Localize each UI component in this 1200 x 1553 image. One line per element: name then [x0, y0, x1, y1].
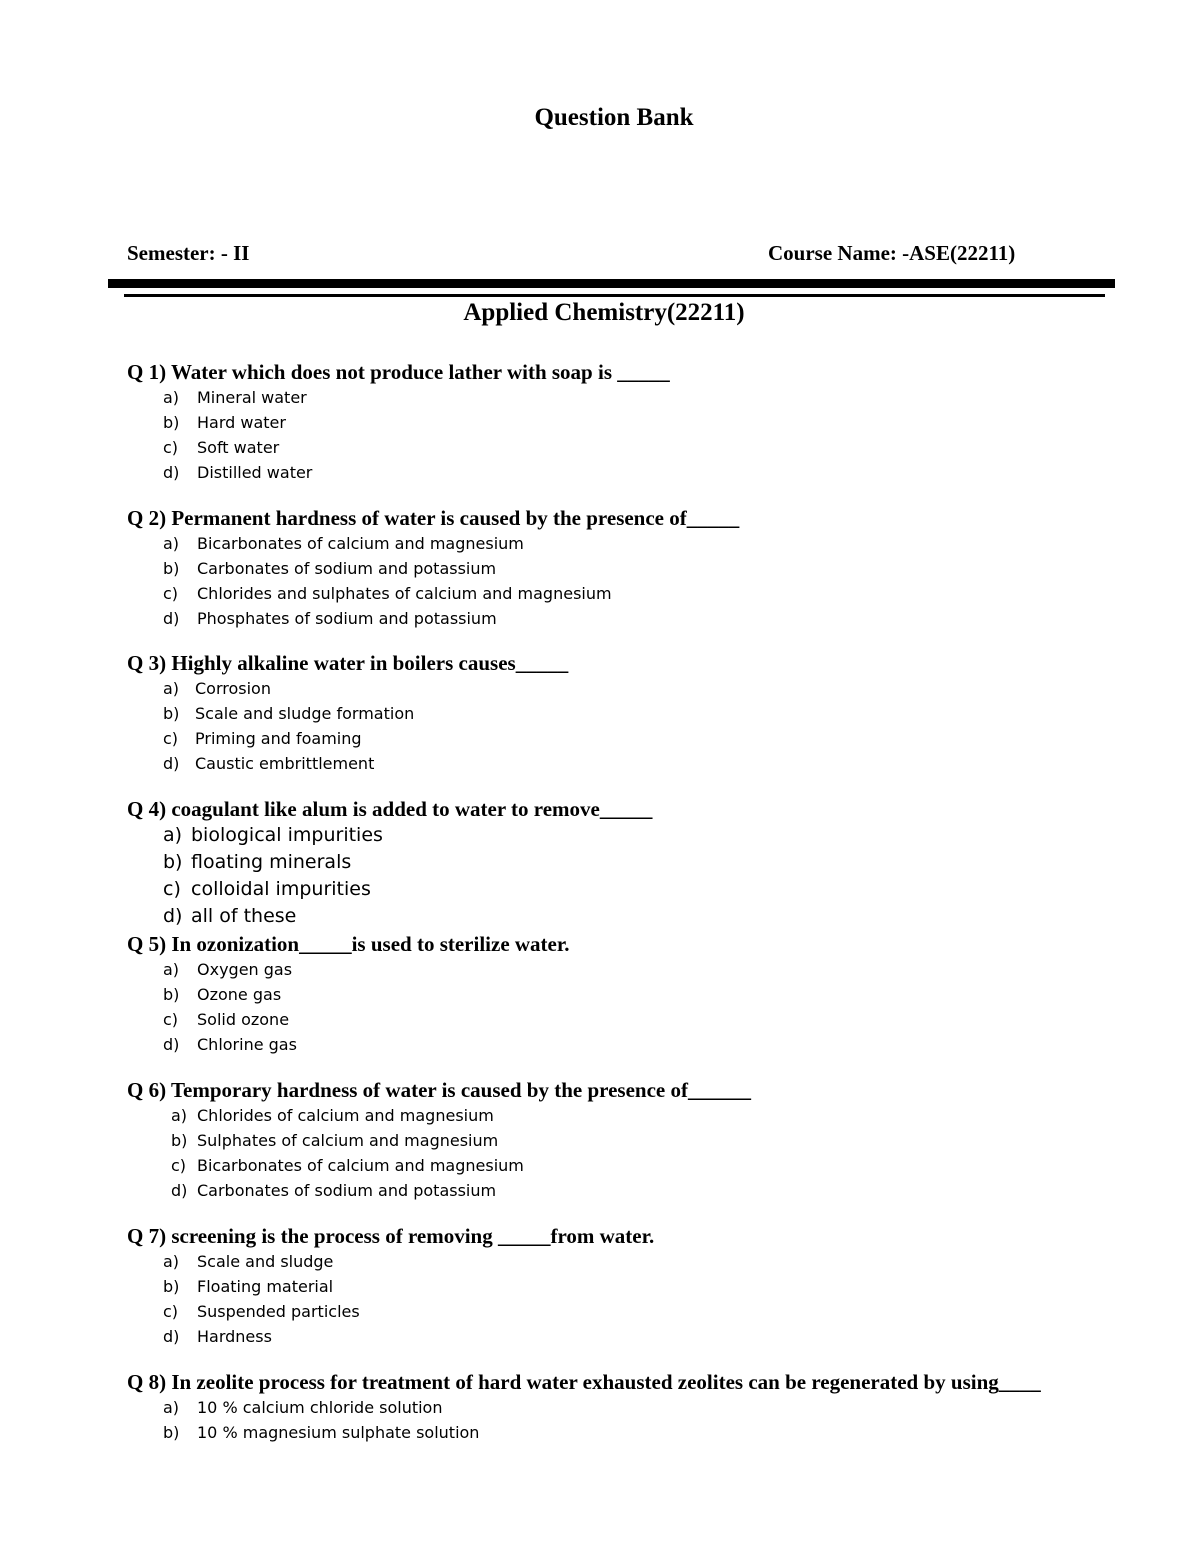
- option-c: [127, 876, 1087, 903]
- option-text: Caustic embrittlement: [195, 754, 375, 773]
- option-label: a): [163, 824, 183, 846]
- option-text: 10 % magnesium sulphate solution: [197, 1423, 480, 1442]
- subject-heading: Applied Chemistry(22211): [463, 299, 745, 326]
- semester-label: Semester: - II: [127, 241, 250, 265]
- option-text: Floating material: [197, 1277, 334, 1296]
- option-text: Solid ozone: [197, 1010, 290, 1029]
- option-a: [127, 957, 1087, 982]
- option-text: Carbonates of sodium and potassium: [197, 1181, 497, 1200]
- question-5: [127, 931, 1087, 1057]
- option-label: a): [171, 1106, 188, 1125]
- option-label: c): [163, 1010, 179, 1029]
- option-label: d): [163, 609, 180, 628]
- question-7: [127, 1223, 1087, 1349]
- option-c: [127, 1299, 1087, 1324]
- option-text: Mineral water: [197, 388, 307, 407]
- option-label: c): [163, 878, 181, 900]
- question-8: [127, 1369, 1087, 1445]
- question-text: Q 8) In zeolite process for treatment of hard water exhausted zeolites can be regenerated by using____: [127, 1370, 1041, 1394]
- option-label: a): [163, 960, 180, 979]
- option-text: Corrosion: [195, 679, 271, 698]
- option-label: d): [163, 754, 180, 773]
- option-text: Suspended particles: [197, 1302, 360, 1321]
- option-label: d): [163, 463, 180, 482]
- option-b: [127, 1128, 1087, 1153]
- option-b: [127, 410, 1087, 435]
- option-text: Priming and foaming: [195, 729, 362, 748]
- option-label: b): [163, 704, 180, 723]
- thick-divider: [108, 279, 1115, 288]
- option-label: b): [163, 1423, 180, 1442]
- question-text: Q 1) Water which does not produce lather with soap is _____: [127, 360, 670, 384]
- question-text: Q 2) Permanent hardness of water is caused by the presence of_____: [127, 506, 740, 530]
- option-a: [127, 1103, 1087, 1128]
- option-b: [127, 1420, 1087, 1445]
- option-b: [127, 849, 1087, 876]
- question-text: Q 6) Temporary hardness of water is caused by the presence of______: [127, 1078, 751, 1102]
- option-label: d): [163, 905, 183, 927]
- option-list: [127, 1395, 1087, 1445]
- option-d: [127, 751, 1087, 776]
- option-text: Bicarbonates of calcium and magnesium: [197, 534, 524, 553]
- option-text: Oxygen gas: [197, 960, 293, 979]
- option-label: b): [171, 1131, 188, 1150]
- option-label: a): [163, 1252, 180, 1271]
- option-label: a): [163, 534, 180, 553]
- option-d: [127, 460, 1087, 485]
- option-d: [127, 606, 1087, 631]
- option-label: b): [163, 851, 183, 873]
- option-text: Carbonates of sodium and potassium: [197, 559, 497, 578]
- option-list: [127, 676, 1087, 776]
- option-label: b): [163, 559, 180, 578]
- question-text: Q 3) Highly alkaline water in boilers causes_____: [127, 651, 569, 675]
- option-list: [127, 957, 1087, 1057]
- option-a: [127, 676, 1087, 701]
- option-text: Ozone gas: [197, 985, 282, 1004]
- question-3: [127, 650, 1087, 776]
- option-label: a): [163, 679, 180, 698]
- option-text: Scale and sludge: [197, 1252, 334, 1271]
- option-label: c): [163, 584, 179, 603]
- option-text: Hardness: [197, 1327, 272, 1346]
- document-title: Question Bank: [534, 104, 694, 131]
- option-text: Hard water: [197, 413, 286, 432]
- option-list: [127, 385, 1087, 485]
- option-text: Chlorides and sulphates of calcium and magnesium: [197, 584, 612, 603]
- option-label: d): [171, 1181, 188, 1200]
- option-a: [127, 531, 1087, 556]
- option-label: c): [163, 438, 179, 457]
- option-a: [127, 1395, 1087, 1420]
- question-2: [127, 505, 1087, 631]
- option-label: b): [163, 1277, 180, 1296]
- option-a: [127, 385, 1087, 410]
- option-label: a): [163, 388, 180, 407]
- option-text: Sulphates of calcium and magnesium: [197, 1131, 499, 1150]
- option-c: [127, 1007, 1087, 1032]
- question-text: Q 7) screening is the process of removing _____from water.: [127, 1224, 655, 1248]
- option-list: [127, 1249, 1087, 1349]
- option-d: [127, 1178, 1087, 1203]
- option-label: b): [163, 985, 180, 1004]
- option-text: Phosphates of sodium and potassium: [197, 609, 497, 628]
- question-text: Q 4) coagulant like alum is added to water to remove_____: [127, 797, 653, 821]
- question-4: [127, 796, 1087, 930]
- option-text: Chlorine gas: [197, 1035, 297, 1054]
- option-a: [127, 822, 1087, 849]
- option-label: d): [163, 1035, 180, 1054]
- option-list: [127, 531, 1087, 631]
- option-text: Chlorides of calcium and magnesium: [197, 1106, 494, 1125]
- option-text: Bicarbonates of calcium and magnesium: [197, 1156, 524, 1175]
- question-1: [127, 359, 1087, 485]
- option-label: b): [163, 413, 180, 432]
- option-d: [127, 903, 1087, 930]
- option-text: Soft water: [197, 438, 280, 457]
- option-label: c): [163, 1302, 179, 1321]
- option-c: [127, 1153, 1087, 1178]
- thin-divider: [124, 294, 1105, 297]
- option-list: [127, 822, 1087, 930]
- option-text: floating minerals: [191, 851, 352, 873]
- option-list: [127, 1103, 1087, 1203]
- course-name-label: Course Name: -ASE(22211): [768, 241, 1016, 265]
- option-text: 10 % calcium chloride solution: [197, 1398, 443, 1417]
- option-label: c): [163, 729, 179, 748]
- option-text: biological impurities: [191, 824, 383, 846]
- option-b: [127, 1274, 1087, 1299]
- option-a: [127, 1249, 1087, 1274]
- option-text: all of these: [191, 905, 297, 927]
- option-label: d): [163, 1327, 180, 1346]
- question-text: Q 5) In ozonization_____is used to sterilize water.: [127, 932, 570, 956]
- question-6: [127, 1077, 1087, 1203]
- option-b: [127, 556, 1087, 581]
- option-text: Distilled water: [197, 463, 313, 482]
- option-c: [127, 726, 1087, 751]
- option-d: [127, 1324, 1087, 1349]
- option-label: a): [163, 1398, 180, 1417]
- option-text: colloidal impurities: [191, 878, 371, 900]
- option-c: [127, 435, 1087, 460]
- option-b: [127, 701, 1087, 726]
- option-b: [127, 982, 1087, 1007]
- option-d: [127, 1032, 1087, 1057]
- option-label: c): [171, 1156, 187, 1175]
- option-c: [127, 581, 1087, 606]
- option-text: Scale and sludge formation: [195, 704, 415, 723]
